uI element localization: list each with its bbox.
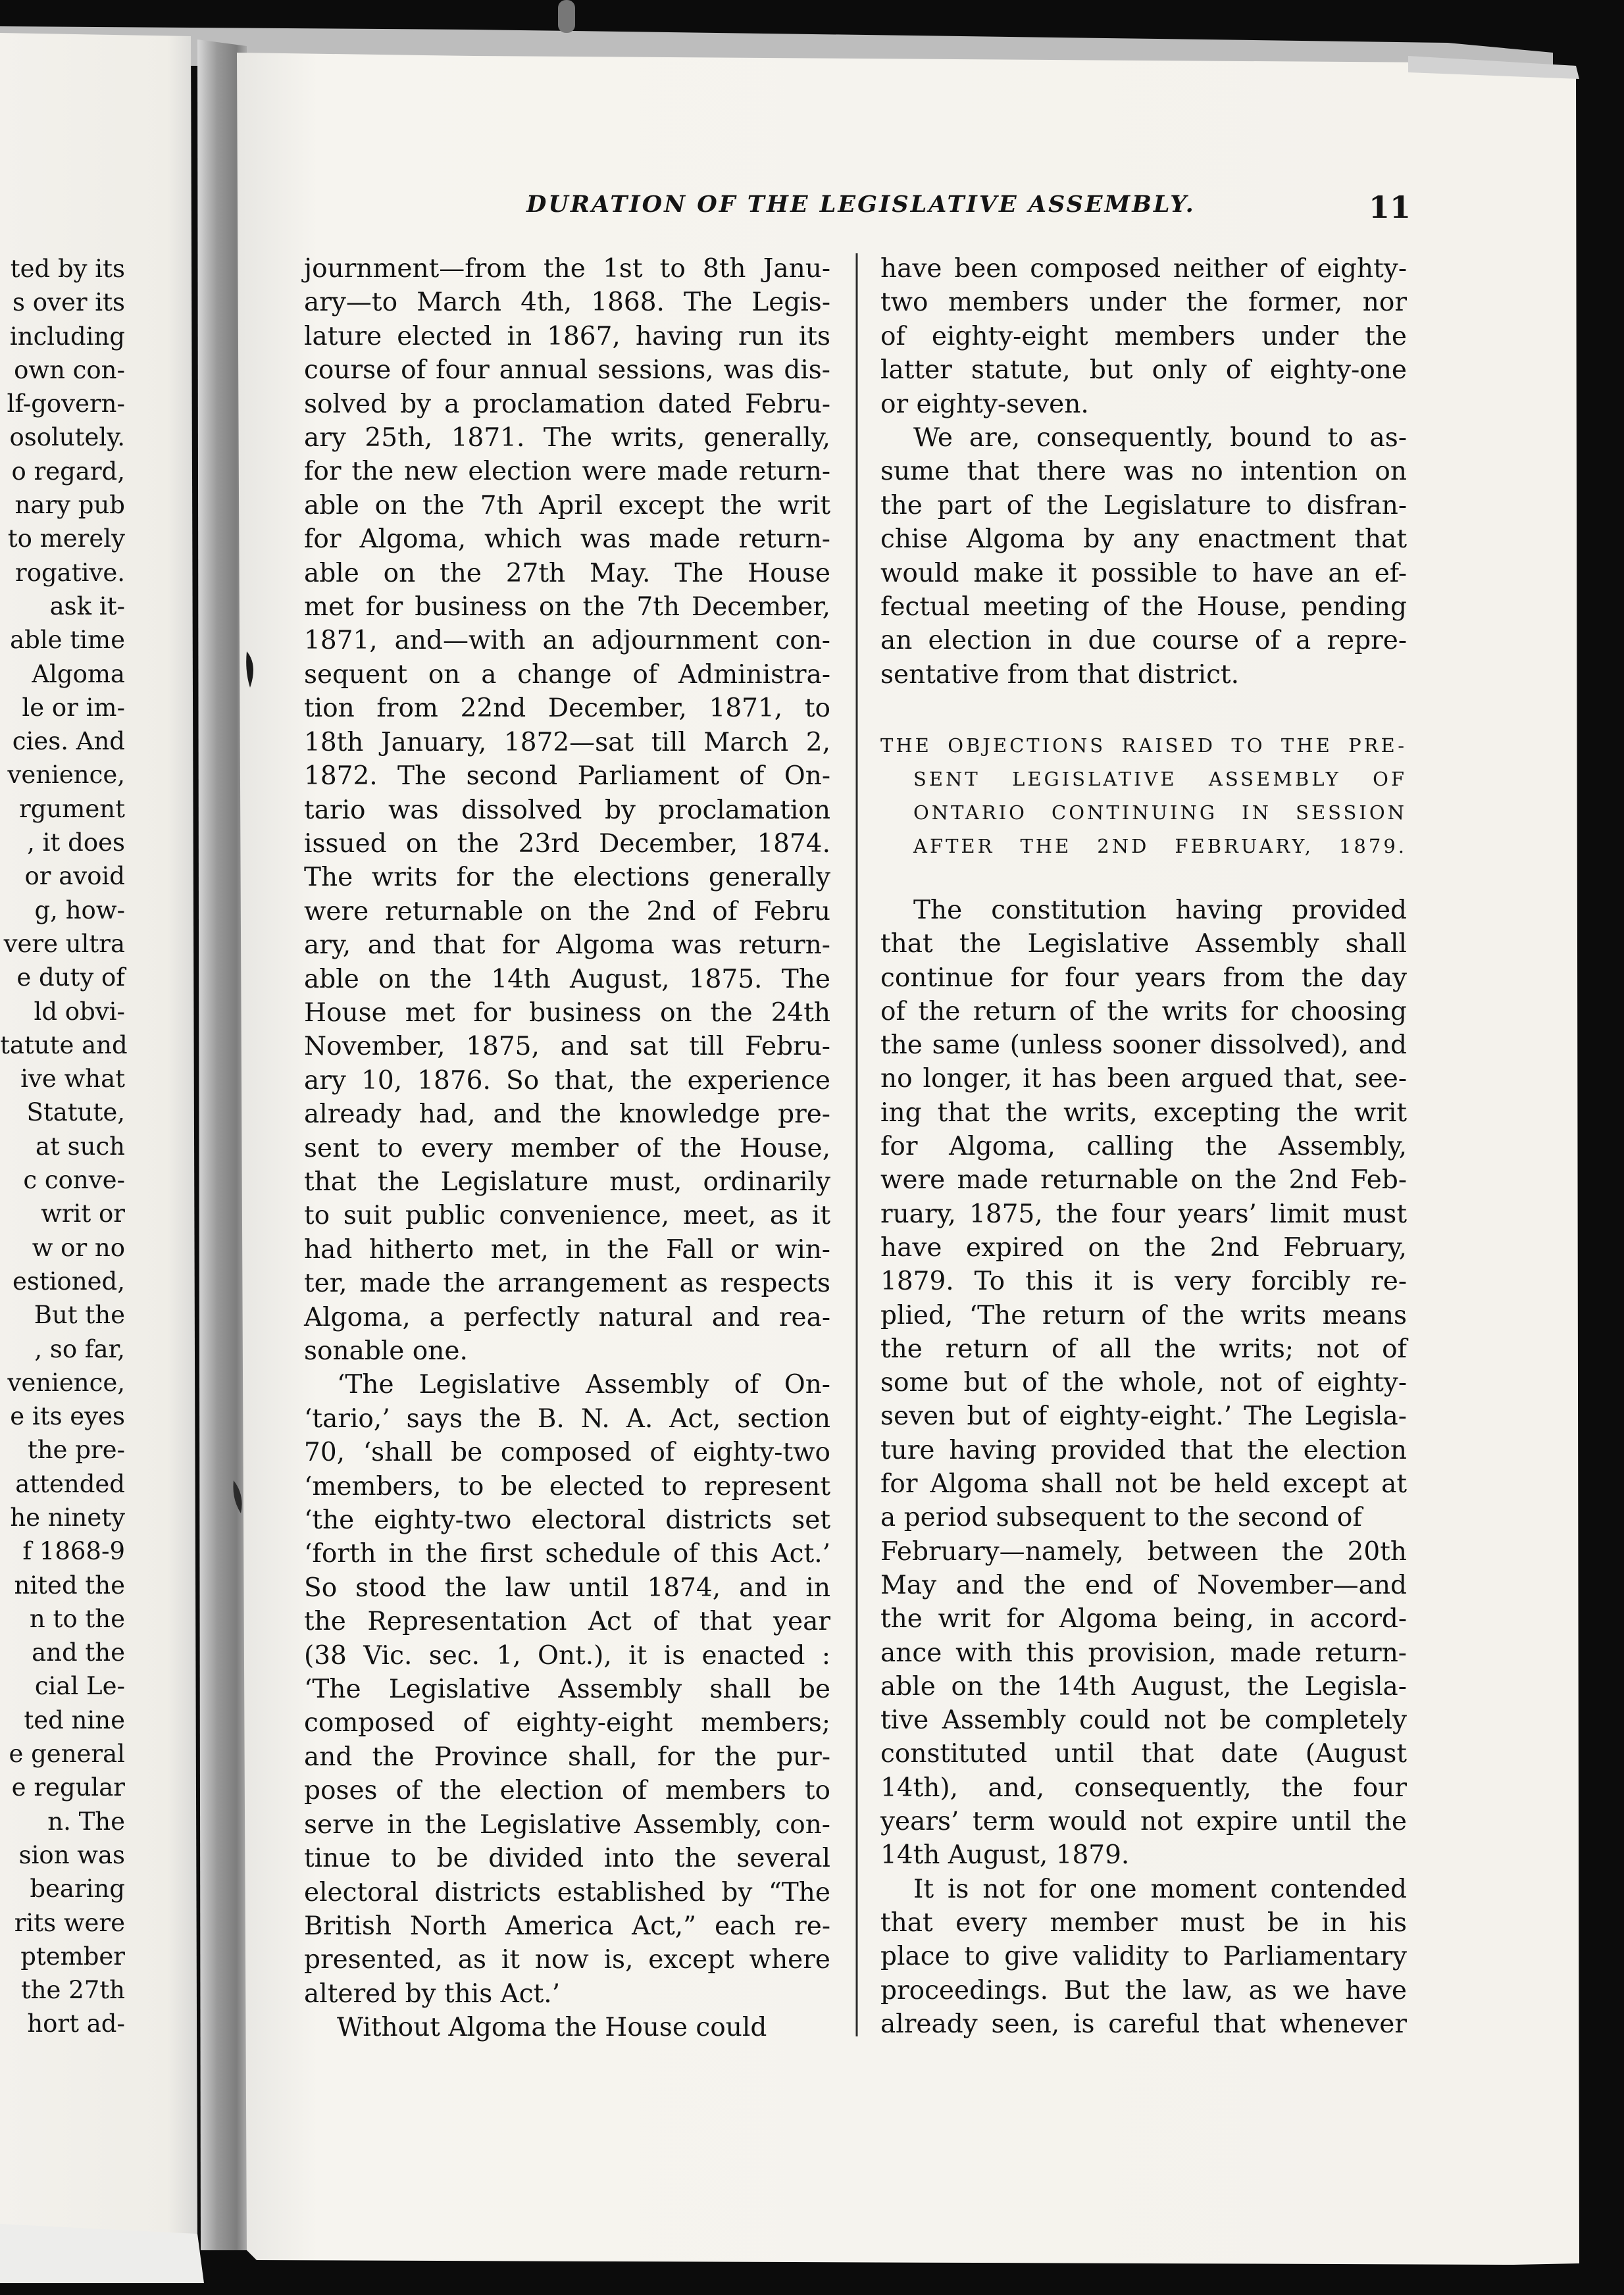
column-middle-lines-line: poses of the election of members to <box>304 1776 830 1806</box>
column-middle-lines-line: House met for business on the 24th <box>304 997 830 1028</box>
left-fragment-lines-line: or avoid <box>24 862 125 891</box>
column-middle-lines-line: 1871, and—with an adjournment con- <box>304 626 830 656</box>
column-right-bottom-lines-line: 14th), and, consequently, the four <box>880 1773 1407 1803</box>
left-fragment-lines-line: c conve- <box>23 1166 125 1195</box>
column-right-bottom-lines-line: place to give validity to Parliamentary <box>880 1942 1407 1972</box>
column-middle-lines-line: ‘The Legislative Assembly shall be <box>304 1675 830 1705</box>
column-right-bottom-lines-line: of the return of the writs for choosing <box>880 996 1407 1026</box>
column-middle-lines-line: British North America Act,” each re- <box>304 1911 830 1941</box>
column-middle-lines-line: that the Legislature must, ordinarily <box>304 1167 830 1197</box>
left-fragment-lines-line: own con- <box>14 355 125 384</box>
column-right-top-lines-line: the part of the Legislature to disfran- <box>880 490 1407 520</box>
column-middle-lines-line: able on the 7th April except the writ <box>304 490 830 520</box>
column-middle <box>304 252 830 2045</box>
left-fragment-lines-line: lf-govern- <box>7 390 125 418</box>
left-fragment-lines-line: nited the <box>14 1571 125 1600</box>
column-right-bottom-lines-line: February—namely, between the 20th <box>880 1536 1407 1567</box>
column-right-top-lines-line: latter statute, but only of eighty-one <box>880 355 1407 386</box>
column-right-bottom-lines-line: ance with this provision, made return- <box>880 1638 1407 1668</box>
column-right-bottom-lines-line: tive Assembly could not be completely <box>880 1705 1407 1736</box>
column-middle-lines-line: ary—to March 4th, 1868. The Legis- <box>304 288 830 318</box>
left-fragment-lines-line: venience, <box>7 761 125 790</box>
left-fragment-lines-line: , it does <box>27 828 125 857</box>
left-fragment-lines-line: rgument <box>19 794 125 823</box>
section-heading-lines-line: ONTARIO CONTINUING IN SESSION <box>913 801 1407 824</box>
left-fragment-lines-line: ive what <box>20 1065 125 1094</box>
left-fragment-lines-line: w or no <box>32 1233 125 1262</box>
page-number: 11 <box>1369 189 1411 225</box>
left-fragment-lines-line: osolutely. <box>9 423 125 452</box>
column-right-bottom-lines-line: It is not for one moment contended <box>913 1874 1407 1904</box>
left-page-fragment <box>0 252 128 2041</box>
column-right-bottom-lines-line: plied, ‘The return of the writs means <box>880 1300 1407 1330</box>
left-fragment-lines-line: But the <box>34 1301 125 1330</box>
column-right-bottom-lines-line: 14th August, 1879. <box>880 1840 1130 1871</box>
column-right-bottom-lines-line: some but of the whole, not of eighty- <box>880 1368 1407 1398</box>
left-fragment-lines-line: vere ultra <box>3 929 125 958</box>
column-middle-lines-line: sent to every member of the House, <box>304 1133 830 1163</box>
column-right-bottom-lines-line: 1879. To this it is very forcibly re- <box>880 1267 1407 1297</box>
column-middle-lines-line: tinue to be divided into the several <box>304 1844 830 1874</box>
column-middle-lines-line: and the Province shall, for the pur- <box>304 1742 830 1772</box>
column-right-bottom-lines-line: continue for four years from the day <box>880 963 1407 993</box>
column-right-bottom-lines-line: have expired on the 2nd February, <box>880 1232 1407 1263</box>
column-right-bottom-lines-line: for Algoma shall not be held except at <box>880 1469 1407 1500</box>
column-right-top-lines-line: two members under the former, nor <box>880 288 1407 318</box>
running-head: DURATION OF THE LEGISLATIVE ASSEMBLY. <box>526 191 1196 218</box>
left-fragment-lines-line: hort ad- <box>27 2009 125 2038</box>
left-fragment-lines-line: ld obvi- <box>34 997 125 1026</box>
column-middle-lines-line: tario was dissolved by proclamation <box>304 795 830 825</box>
column-middle-lines-line: electoral districts established by “The <box>304 1877 830 1907</box>
left-fragment-lines-line: g, how- <box>34 895 125 924</box>
column-middle-lines-line: already had, and the knowledge pre- <box>304 1099 830 1130</box>
column-middle-lines-line: issued on the 23rd December, 1874. <box>304 828 830 859</box>
left-fragment-lines-line: bearing <box>30 1875 125 1904</box>
left-fragment-lines-line: cies. And <box>12 727 125 756</box>
column-middle-lines-line: able on the 27th May. The House <box>304 558 830 588</box>
column-middle-lines-line: course of four annual sessions, was dis- <box>304 355 830 386</box>
left-fragment-lines-line: le or im- <box>22 693 125 722</box>
left-fragment-lines-line: at such <box>35 1132 125 1161</box>
column-right-top-lines-line: or eighty-seven. <box>880 389 1089 419</box>
column-middle-lines-line: 70, ‘shall be composed of eighty-two <box>304 1438 830 1468</box>
column-middle-lines-line: ary, and that for Algoma was return- <box>304 930 830 961</box>
column-middle-lines-line: 18th January, 1872—sat till March 2, <box>304 727 830 757</box>
column-middle-lines-line: ary 10, 1876. So that, the experience <box>304 1065 830 1096</box>
column-middle-lines-line: So stood the law until 1874, and in <box>304 1573 830 1603</box>
left-fragment-lines-line: n. The <box>47 1807 125 1836</box>
column-right-top <box>880 252 1407 692</box>
left-fragment-lines-line: he ninety <box>10 1503 125 1532</box>
column-right-bottom-lines-line: for Algoma, calling the Assembly, <box>880 1132 1407 1162</box>
column-right-top-lines-line: chise Algoma by any enactment that <box>880 524 1407 555</box>
column-right-top-lines-line: sentative from that district. <box>880 659 1239 690</box>
column-middle-lines-line: solved by a proclamation dated Febru- <box>304 389 830 419</box>
column-middle-lines-line: presented, as it now is, except where <box>304 1945 830 1975</box>
column-middle-lines-line: for Algoma, which was made return- <box>304 524 830 555</box>
column-right-top-lines-line: an election in due course of a repre- <box>880 626 1407 656</box>
column-middle-lines-line: sequent on a change of Administra- <box>304 659 830 690</box>
column-middle-lines-line: 1872. The second Parliament of On- <box>304 761 830 792</box>
column-middle-lines-line: the Representation Act of that year <box>304 1607 830 1637</box>
column-right-bottom-lines-line: seven but of eighty-eight.’ The Legisla- <box>880 1401 1407 1432</box>
column-right-bottom <box>880 894 1407 2041</box>
left-fragment-lines-line: cial Le- <box>34 1672 125 1701</box>
left-fragment-lines-line: and the <box>32 1638 125 1667</box>
column-middle-lines-line: able on the 14th August, 1875. The <box>304 964 830 994</box>
left-fragment-lines-line: the 27th <box>20 1976 125 2005</box>
column-right-bottom-lines-line: that the Legislative Assembly shall <box>880 929 1407 959</box>
left-fragment-lines-line: e regular <box>11 1773 125 1802</box>
column-middle-lines-line: ‘the eighty-two electoral districts set <box>304 1505 830 1536</box>
left-fragment-lines-line: attended <box>15 1469 125 1498</box>
column-middle-lines-line: ‘members, to be elected to represent <box>304 1471 830 1501</box>
left-fragment-lines-line: Statute, <box>26 1098 125 1127</box>
left-fragment-lines-line: s over its <box>13 288 125 317</box>
column-right-bottom-lines-line: the same (unless sooner dissolved), and <box>880 1030 1407 1061</box>
column-middle-lines-line: tion from 22nd December, 1871, to <box>304 694 830 724</box>
column-right-bottom-lines-line: The constitution having provided <box>913 895 1407 925</box>
section-heading-lines-line: THE OBJECTIONS RAISED TO THE PRE- <box>880 734 1407 757</box>
column-middle-lines-line: sonable one. <box>304 1336 468 1366</box>
column-middle-lines-line: journment—from the 1st to 8th Janu- <box>304 254 830 284</box>
column-middle-lines-line: serve in the Legislative Assembly, con- <box>304 1809 830 1840</box>
column-middle-lines-line: ‘forth in the first schedule of this Act.’ <box>304 1539 830 1569</box>
left-fragment-lines-line: ted by its <box>10 255 125 283</box>
column-right-bottom-lines-line: that every member must be in his <box>880 1907 1407 1938</box>
left-fragment-lines-line: e general <box>9 1740 125 1769</box>
left-fragment-lines-line: estioned, <box>12 1267 125 1296</box>
column-right-bottom-lines-line: constituted until that date (August <box>880 1739 1407 1769</box>
column-right-top-lines-line: We are, consequently, bound to as- <box>913 423 1407 453</box>
column-right-bottom-lines-line: ing that the writs, excepting the writ <box>880 1097 1407 1128</box>
column-middle-lines-line: met for business on the 7th December, <box>304 592 830 622</box>
left-fragment-lines-line: , so far, <box>34 1334 125 1363</box>
column-middle-lines-line: composed of eighty-eight members; <box>304 1708 830 1738</box>
column-right-bottom-lines-line: were made returnable on the 2nd Feb- <box>880 1165 1407 1196</box>
left-fragment-lines-line: the pre- <box>27 1436 125 1465</box>
section-heading-lines-line: SENT LEGISLATIVE ASSEMBLY OF <box>913 768 1407 790</box>
column-right-top-lines-line: would make it possible to have an ef- <box>880 558 1407 588</box>
column-right-bottom-lines-line: the return of all the writs; not of <box>880 1334 1407 1364</box>
left-fragment-lines-line: tatute and <box>0 1030 128 1059</box>
column-right-top-lines-line: sume that there was no intention on <box>880 457 1407 487</box>
column-right-top-lines-line: of eighty-eight members under the <box>880 321 1407 351</box>
column-middle-lines-line: The writs for the elections generally <box>304 863 830 893</box>
column-middle-lines-line: Without Algoma the House could <box>337 2013 767 2043</box>
column-right-bottom-lines-line: ture having provided that the election <box>880 1435 1407 1465</box>
left-fragment-lines-line: rits were <box>14 1908 125 1937</box>
column-middle-lines-line: November, 1875, and sat till Febru- <box>304 1032 830 1062</box>
column-middle-lines-line: Algoma, a perfectly natural and rea- <box>304 1302 830 1332</box>
column-middle-lines-line: ary 25th, 1871. The writs, generally, <box>304 423 830 453</box>
left-fragment-lines-line: n to the <box>29 1604 125 1633</box>
column-right-bottom-lines-line: able on the 14th August, the Legisla- <box>880 1671 1407 1702</box>
column-middle-lines-line: ‘tario,’ says the B. N. A. Act, section <box>304 1403 830 1434</box>
column-middle-lines-line: (38 Vic. sec. 1, Ont.), it is enacted : <box>304 1640 830 1671</box>
left-fragment-lines-line: o regard, <box>11 457 125 486</box>
column-middle-lines-line: to suit public convenience, meet, as it <box>304 1201 830 1231</box>
column-middle-lines-line: ‘The Legislative Assembly of On- <box>337 1370 830 1400</box>
section-heading-lines-line: AFTER THE 2ND FEBRUARY, 1879. <box>913 835 1407 857</box>
left-fragment-lines-line: ptember <box>20 1942 125 1971</box>
left-fragment-lines-line: ask it- <box>49 592 125 620</box>
column-right-bottom-lines-line: the writ for Algoma being, in accord- <box>880 1604 1407 1634</box>
column-middle-lines-line: were returnable on the 2nd of Febru <box>304 896 830 926</box>
column-right-top-lines-line: have been composed neither of eighty- <box>880 254 1407 284</box>
left-fragment-lines-line: nary pub <box>14 491 125 520</box>
left-fragment-lines-line: f 1868-9 <box>22 1537 125 1566</box>
column-right-top-lines-line: fectual meeting of the House, pending <box>880 592 1407 622</box>
column-right-bottom-lines-line: May and the end of November—and <box>880 1570 1407 1600</box>
column-middle-lines-line: lature elected in 1867, having run its <box>304 321 830 351</box>
section-heading <box>880 729 1407 863</box>
column-right-bottom-lines-line: proceedings. But the law, as we have <box>880 1975 1407 2005</box>
left-fragment-lines-line: e its eyes <box>10 1402 125 1431</box>
left-fragment-lines-line: Algoma <box>32 659 125 688</box>
left-fragment-lines-line: able time <box>10 626 125 655</box>
left-fragment-lines-line: including <box>9 322 125 351</box>
column-middle-lines-line: altered by this Act.’ <box>304 1979 561 2009</box>
column-right-bottom-lines-line: no longer, it has been argued that, see- <box>880 1064 1407 1094</box>
left-fragment-lines-line: rogative. <box>15 558 125 587</box>
left-fragment-lines-line: e duty of <box>16 963 125 992</box>
left-fragment-lines-line: venience, <box>7 1368 125 1397</box>
column-middle-lines-line: for the new election were made return- <box>304 457 830 487</box>
column-right-bottom-lines-line: ruary, 1875, the four years’ limit must <box>880 1199 1407 1229</box>
column-right-bottom-lines-line: years’ term would not expire until the <box>880 1807 1407 1837</box>
column-middle-lines-line: had hitherto met, in the Fall or win- <box>304 1234 830 1265</box>
left-fragment-lines-line: sion was <box>18 1840 125 1869</box>
left-fragment-lines-line: to merely <box>7 524 125 553</box>
left-fragment-lines-line: ted nine <box>24 1705 125 1734</box>
column-middle-lines-line: ter, made the arrangement as respects <box>304 1269 830 1299</box>
column-right-bottom-lines-line: already seen, is careful that whenever <box>880 2009 1407 2039</box>
left-fragment-lines-line: writ or <box>41 1199 125 1228</box>
column-right-bottom-lines-line: a period subsequent to the second of <box>880 1503 1362 1533</box>
